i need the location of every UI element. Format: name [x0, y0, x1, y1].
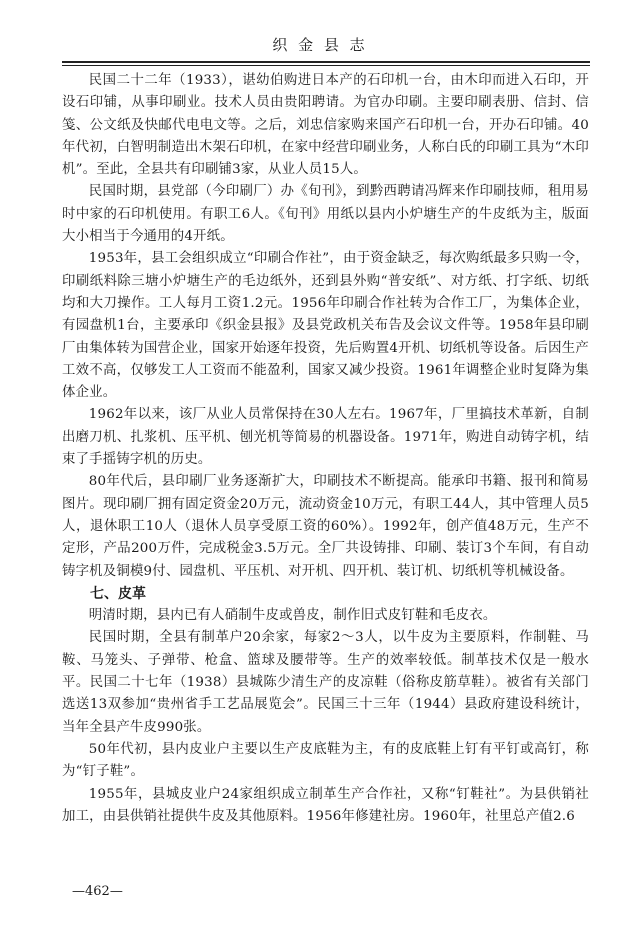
- paragraph: 民国时期，全县有制革户20余家，每家2～3人，以牛皮为主要原料，作制鞋、马鞍、马笼头、子弹带、枪盒、篮球及腰带等。生产的效率较低。制革技术仅是一般水平。民国二十七年（1938）县城陈少清生产的皮凉鞋（俗称皮筋草鞋）。被省有关部门选送13双参加“贵州省手工艺品展览会”。民国三十三年（1944）县政府建设科统计，当年全县产牛皮990张。: [62, 630, 589, 735]
- paragraph: 民国二十二年（1933），谌幼伯购进日本产的石印机一台，由木印而进入石印，开设石印铺，从事印刷业。技术人员由贵阳聘请。为官办印刷。主要印刷表册、信封、信笺、公文纸及快邮代电电文等。之后，刘忠信家购来国产石印机一台，开办石印铺。40年代初，白智明制造出木架石印机，在家中经营印刷业务，人称白氏的印刷工具为“木印机”。至此，全县共有印刷铺3家，从业人员15人。: [62, 73, 589, 178]
- header-rule-thin: [62, 65, 590, 66]
- paragraph: 1962年以来，该厂从业人员常保持在30人左右。1967年，厂里搞技术革新，自制出磨刀机、扎浆机、压平机、刨光机等简易的机器设备。1971年，购进自动铸字机，结束了手摇铸字机的历史。: [62, 407, 589, 468]
- paragraph: 80年代后，县印刷厂业务逐渐扩大，印刷技术不断提高。能承印书籍、报刊和简易图片。现印刷厂拥有固定资金20万元，流动资金10万元，有职工44人，其中管理人员5人，退休职工10人（退休人员享受原工资的60%）。1992年，创产值48万元，生产不定形，产品200万件，完成税金3.5万元。全厂共设铸排、印刷、装订3个车间，有自动铸字机及铜模9付、园盘机、平压机、对开机、四开机、装订机、切纸机等机械设备。: [62, 474, 589, 579]
- section-heading: 七、皮革: [90, 585, 146, 602]
- paragraph: 1953年，县工会组织成立“印刷合作社”，由于资金缺乏，每次购纸最多只购一令，印刷纸料除三塘小炉塘生产的毛边纸外，还到县外购“普安纸”、对方纸、打字纸、切纸均和大刀操作。工人每月工资1.2元。1956年印刷合作社转为合作工厂，为集体企业，有园盘机1台，主要承印《织金县报》及县党政机关布告及会议文件等。1958年县印刷厂由集体转为国营企业，国家开始逐年投资，先后购置4开机、切纸机等设备。后因生产工效不高，仅够发工人工资而不能盈利，国家又减少投资。1961年调整企业时复降为集体企业。: [62, 251, 589, 401]
- running-header: 织 金 县 志: [272, 36, 368, 54]
- paragraph: 民国时期，县党部（今印刷厂）办《旬刊》，到黔西聘请冯辉来作印刷技师，租用易时中家的石印机使用。有职工6人。《旬刊》用纸以县内小炉塘生产的牛皮纸为主，版面大小相当于今通用的4开纸。: [62, 184, 589, 245]
- paragraph: 50年代初，县内皮业户主要以生产皮底鞋为主，有的皮底鞋上钉有平钉或高钉，称为“钉子鞋”。: [62, 741, 589, 780]
- header-rule-thick: [62, 61, 590, 63]
- paragraph: 明清时期，县内已有人硝制牛皮或兽皮，制作旧式皮钉鞋和毛皮衣。: [88, 608, 497, 624]
- paragraph: 1955年，县城皮业户24家组织成立制革生产合作社，又称“钉鞋社”。为县供销社加工，由县供销社提供牛皮及其他原料。1956年修建社房。1960年，社里总产值2.6: [62, 786, 589, 824]
- page-number: —462—: [72, 884, 123, 899]
- page-body: [62, 70, 589, 828]
